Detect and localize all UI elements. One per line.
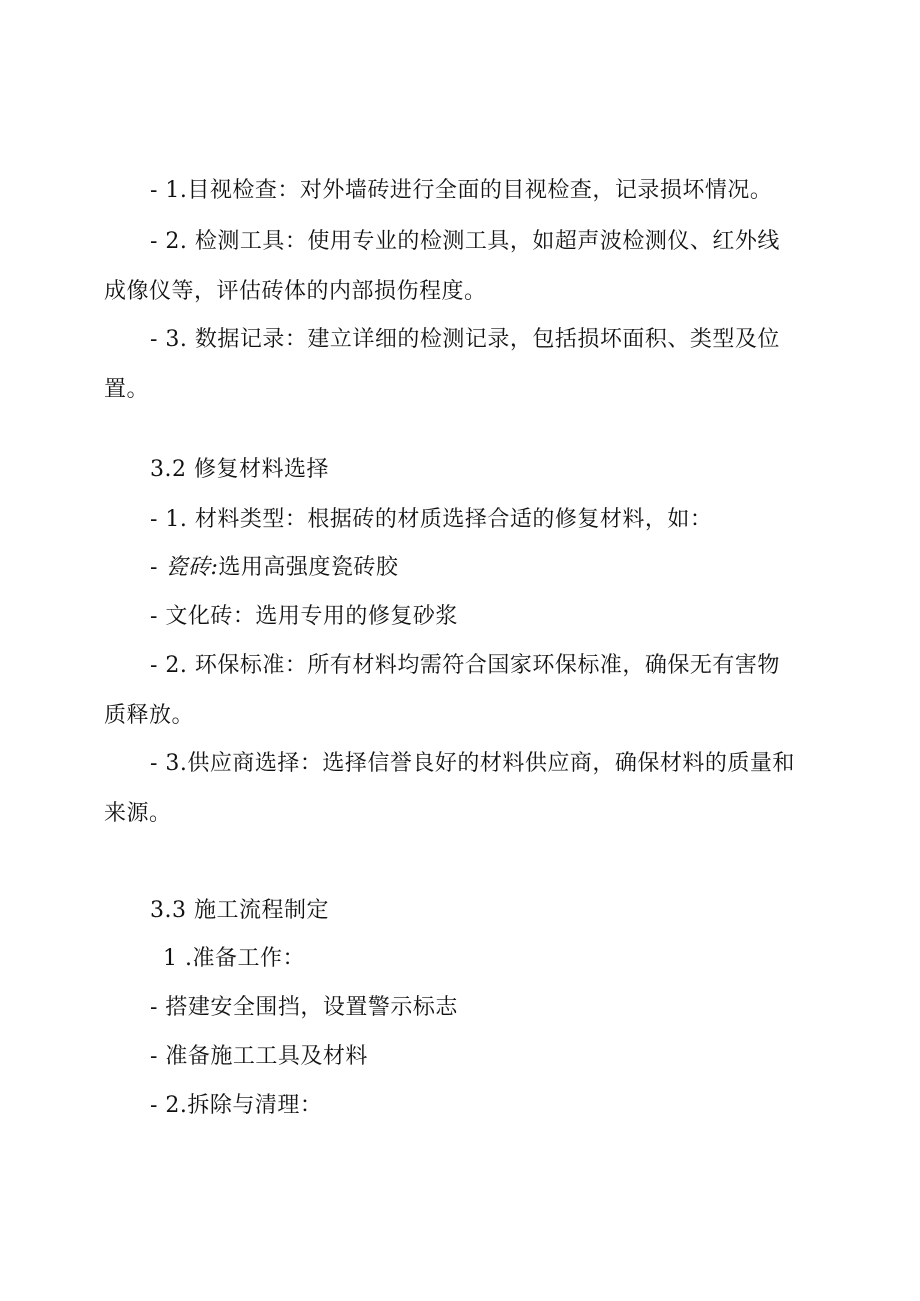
material-item-3-line2: 来源。 — [104, 801, 172, 826]
material-item-2-line2: 质释放。 — [104, 703, 195, 728]
material-subitem-tile — [150, 553, 398, 583]
process-step-1-a: - 搭建安全围挡，设置警示标志 — [150, 995, 458, 1020]
process-step-1: 1 .准备工作： — [163, 946, 305, 971]
inspection-item-3-line2: 置。 — [104, 377, 150, 402]
material-item-2-line1: - 2. 环保标准：所有材料均需符合国家环保标准，确保无有害物 — [150, 653, 780, 678]
section-heading-3-3: 3.3 施工流程制定 — [150, 898, 329, 923]
process-step-2: - 2.拆除与清理： — [150, 1093, 323, 1118]
inspection-item-2-line1: - 2. 检测工具：使用专业的检测工具，如超声波检测仪、红外线 — [150, 229, 780, 254]
inspection-item-3-line1: - 3. 数据记录：建立详细的检测记录，包括损坏面积、类型及位 — [150, 327, 780, 352]
subitem-dash: - — [150, 555, 166, 580]
inspection-item-2-line2: 成像仪等，评估砖体的内部损伤程度。 — [104, 279, 487, 304]
material-item-3-line1: - 3.供应商选择：选择信誉良好的材料供应商，确保材料的质量和 — [150, 751, 795, 776]
subitem-tile-text: 选用高强度瓷砖胶 — [218, 555, 399, 580]
material-item-1: - 1. 材料类型：根据砖的材质选择合适的修复材料，如： — [150, 507, 713, 532]
inspection-item-1: - 1.目视检查：对外墙砖进行全面的目视检查，记录损坏情况。 — [150, 178, 773, 203]
subitem-tile-label: 瓷砖: — [165, 555, 219, 580]
process-step-1-b: - 准备施工工具及材料 — [150, 1044, 368, 1069]
material-subitem-culture-brick: - 文化砖：选用专用的修复砂浆 — [150, 604, 458, 629]
section-heading-3-2: 3.2 修复材料选择 — [150, 457, 329, 482]
